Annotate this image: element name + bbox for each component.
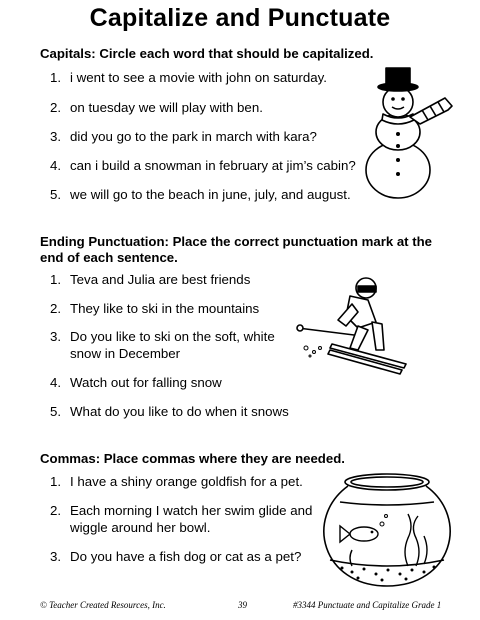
item-number: 3. (50, 329, 62, 344)
list-item (50, 186, 380, 203)
item-number: 4. (50, 158, 62, 173)
item-text: What do you like to do when it snows (70, 404, 289, 419)
list-item (50, 403, 380, 420)
item-text: on tuesday we will play with ben. (70, 100, 263, 115)
item-text: i went to see a movie with john on saturday. (70, 70, 327, 85)
item-number: 1. (50, 70, 62, 85)
fishbowl-icon (312, 468, 462, 593)
commas-heading: Commas: Place commas where they are needed. (40, 451, 345, 466)
item-number: 2. (50, 301, 62, 316)
item-text: Watch out for falling snow (70, 375, 222, 390)
item-text: did you go to the park in march with kara? (70, 129, 317, 144)
footer-page-number: 39 (238, 600, 247, 610)
item-text: I have a shiny orange goldfish for a pet. (70, 474, 303, 489)
list-item (50, 157, 380, 174)
footer-copyright: © Teacher Created Resources, Inc. (40, 600, 166, 610)
list-item (50, 69, 380, 86)
item-text: we will go to the beach in june, july, and august. (70, 187, 351, 202)
item-number: 3. (50, 549, 62, 564)
item-text: can i build a snowman in february at jim’s cabin? (70, 158, 356, 173)
item-text: Do you have a fish dog or cat as a pet? (70, 549, 302, 564)
item-text: Each morning I watch her swim glide and wiggle around her bowl. (70, 503, 313, 535)
list-item (50, 99, 380, 116)
item-number: 5. (50, 404, 62, 419)
item-text: Do you like to ski on the soft, white snow in December (70, 329, 275, 361)
ending-punctuation-heading: Ending Punctuation: Place the correct punctuation mark at the end of each sentence. (40, 234, 433, 265)
footer-book-title: #3344 Punctuate and Capitalize Grade 1 (293, 600, 442, 610)
item-text: They like to ski in the mountains (70, 301, 260, 316)
item-number: 1. (50, 272, 62, 287)
skier-icon (292, 270, 410, 378)
item-number: 3. (50, 129, 62, 144)
page-title: Capitalize and Punctuate (89, 4, 391, 32)
item-number: 4. (50, 375, 62, 390)
list-item (50, 128, 380, 145)
snowman-icon (350, 62, 460, 202)
item-number: 2. (50, 503, 62, 518)
item-number: 1. (50, 474, 62, 489)
item-text: Teva and Julia are best friends (70, 272, 251, 287)
item-number: 5. (50, 187, 62, 202)
item-number: 2. (50, 100, 62, 115)
capitals-heading: Capitals: Circle each word that should be capitalized. (40, 46, 374, 61)
